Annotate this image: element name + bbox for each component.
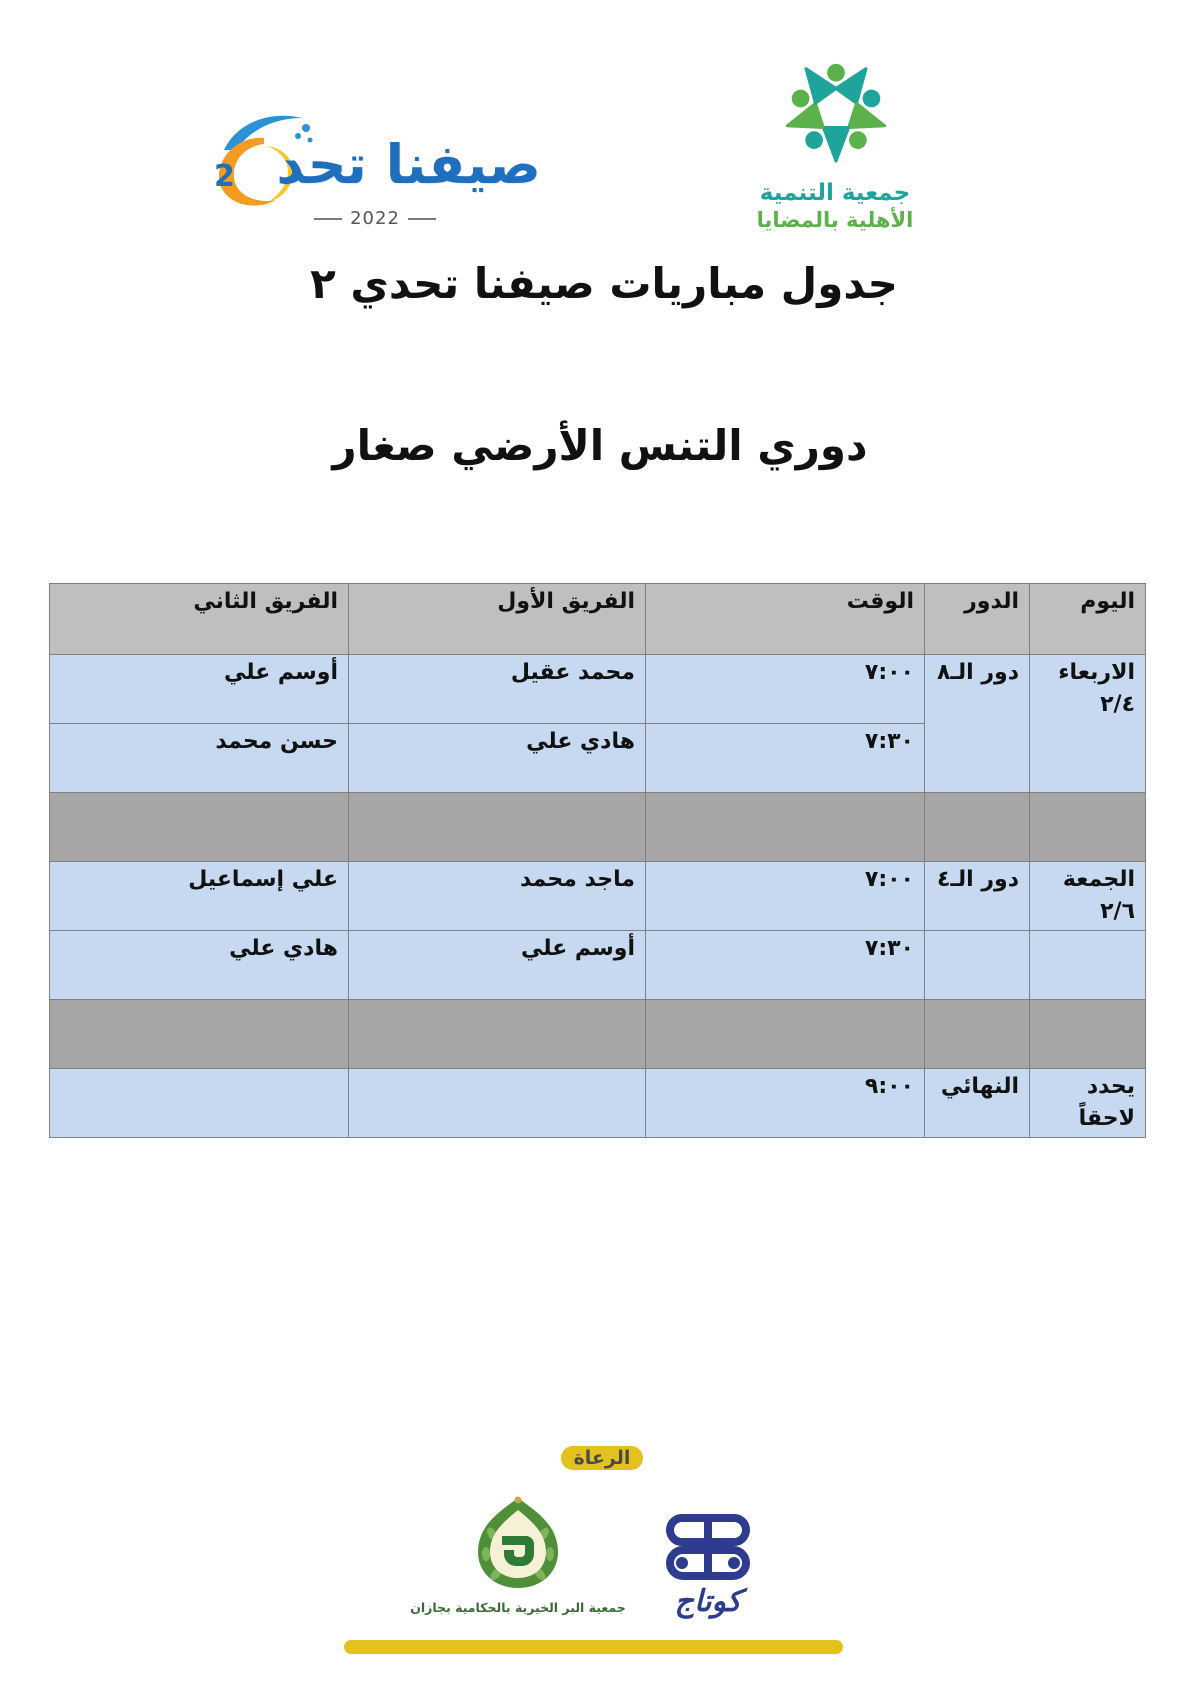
table-row xyxy=(50,862,1146,931)
association-name-line2: الأهلية بالمضايا xyxy=(756,208,914,232)
sponsor-charity xyxy=(400,1494,636,1626)
logo-mark-two: 2 xyxy=(214,159,235,194)
charity-name: جمعية البر الخيرية بالحكامية بجازان xyxy=(410,1600,626,1615)
spacer-cell xyxy=(1030,793,1146,862)
round-cell: دور الـ٤ xyxy=(925,862,1030,931)
day-name: الاربعاء xyxy=(1058,660,1135,685)
header-team1: الفريق الأول xyxy=(349,584,646,655)
spacer-row xyxy=(50,793,1146,862)
summer-challenge-logo xyxy=(200,98,550,238)
star-arms xyxy=(787,69,884,161)
page-subtitle: دوري التنس الأرضي صغار xyxy=(332,421,868,470)
people-star-icon xyxy=(782,54,890,166)
day-date: ٢/٤ xyxy=(1100,692,1135,717)
team2-cell: أوسم علي xyxy=(50,655,349,724)
schedule-table xyxy=(49,583,1146,1138)
team2-cell: حسن محمد xyxy=(50,724,349,793)
time-cell: ٧:٠٠ xyxy=(646,655,925,724)
round-cell xyxy=(925,931,1030,1000)
spacer-cell xyxy=(50,793,349,862)
charity-emblem-icon xyxy=(472,1494,564,1594)
table-row xyxy=(50,931,1146,1000)
kotaj-wordmark: كوتاج xyxy=(674,1584,742,1619)
divider-line xyxy=(314,218,342,220)
team1-cell: محمد عقيل xyxy=(349,655,646,724)
team1-cell: هادي علي xyxy=(349,724,646,793)
day-cell xyxy=(1030,1069,1146,1138)
sponsors-label: الرعاة xyxy=(561,1446,643,1470)
association-logo xyxy=(750,50,920,240)
day-date: ٢/٦ xyxy=(1100,899,1135,924)
day-cell xyxy=(1030,862,1146,931)
spacer-cell xyxy=(925,793,1030,862)
time-cell: ٧:٠٠ xyxy=(646,862,925,931)
team2-cell xyxy=(50,1069,349,1138)
team1-cell: أوسم علي xyxy=(349,931,646,1000)
time-cell: ٩:٠٠ xyxy=(646,1069,925,1138)
time-cell: ٧:٣٠ xyxy=(646,931,925,1000)
day-cell xyxy=(1030,931,1146,1000)
page-title: جدول مباريات صيفنا تحدي ٢ xyxy=(310,259,898,308)
spacer-cell xyxy=(646,1000,925,1069)
divider-line xyxy=(408,218,436,220)
spacer-cell xyxy=(349,793,646,862)
team2-cell: علي إسماعيل xyxy=(50,862,349,931)
round-cell: دور الـ٨ xyxy=(925,655,1030,793)
summer-challenge-wordmark: صيفنا تحد xyxy=(276,133,541,196)
time-cell: ٧:٣٠ xyxy=(646,724,925,793)
spacer-cell xyxy=(50,1000,349,1069)
spacer-cell xyxy=(1030,1000,1146,1069)
team2-cell: هادي علي xyxy=(50,931,349,1000)
team1-cell: ماجد محمد xyxy=(349,862,646,931)
table-row xyxy=(50,655,1146,724)
spacer-cell xyxy=(646,793,925,862)
logo-year: 2022 xyxy=(350,208,400,229)
day-name: الجمعة xyxy=(1062,867,1135,892)
table-row xyxy=(50,1069,1146,1138)
table-header-row xyxy=(50,584,1146,655)
header-team2: الفريق الثاني xyxy=(50,584,349,655)
footer-gold-bar xyxy=(344,1640,843,1654)
header-round: الدور xyxy=(925,584,1030,655)
spacer-cell xyxy=(925,1000,1030,1069)
day-cell xyxy=(1030,655,1146,793)
day-date: لاحقاً xyxy=(1078,1106,1135,1131)
team1-cell xyxy=(349,1069,646,1138)
header-day: اليوم xyxy=(1030,584,1146,655)
header-time: الوقت xyxy=(646,584,925,655)
sponsor-kotaj xyxy=(658,1512,758,1630)
spacer-cell xyxy=(349,1000,646,1069)
association-name-line1: جمعية التنمية xyxy=(759,180,911,206)
round-cell: النهائي xyxy=(925,1069,1030,1138)
summer-challenge-year-row xyxy=(308,208,442,230)
spacer-row xyxy=(50,1000,1146,1069)
day-name: يحدد xyxy=(1086,1074,1135,1099)
kotaj-logo-icon xyxy=(660,1512,756,1582)
